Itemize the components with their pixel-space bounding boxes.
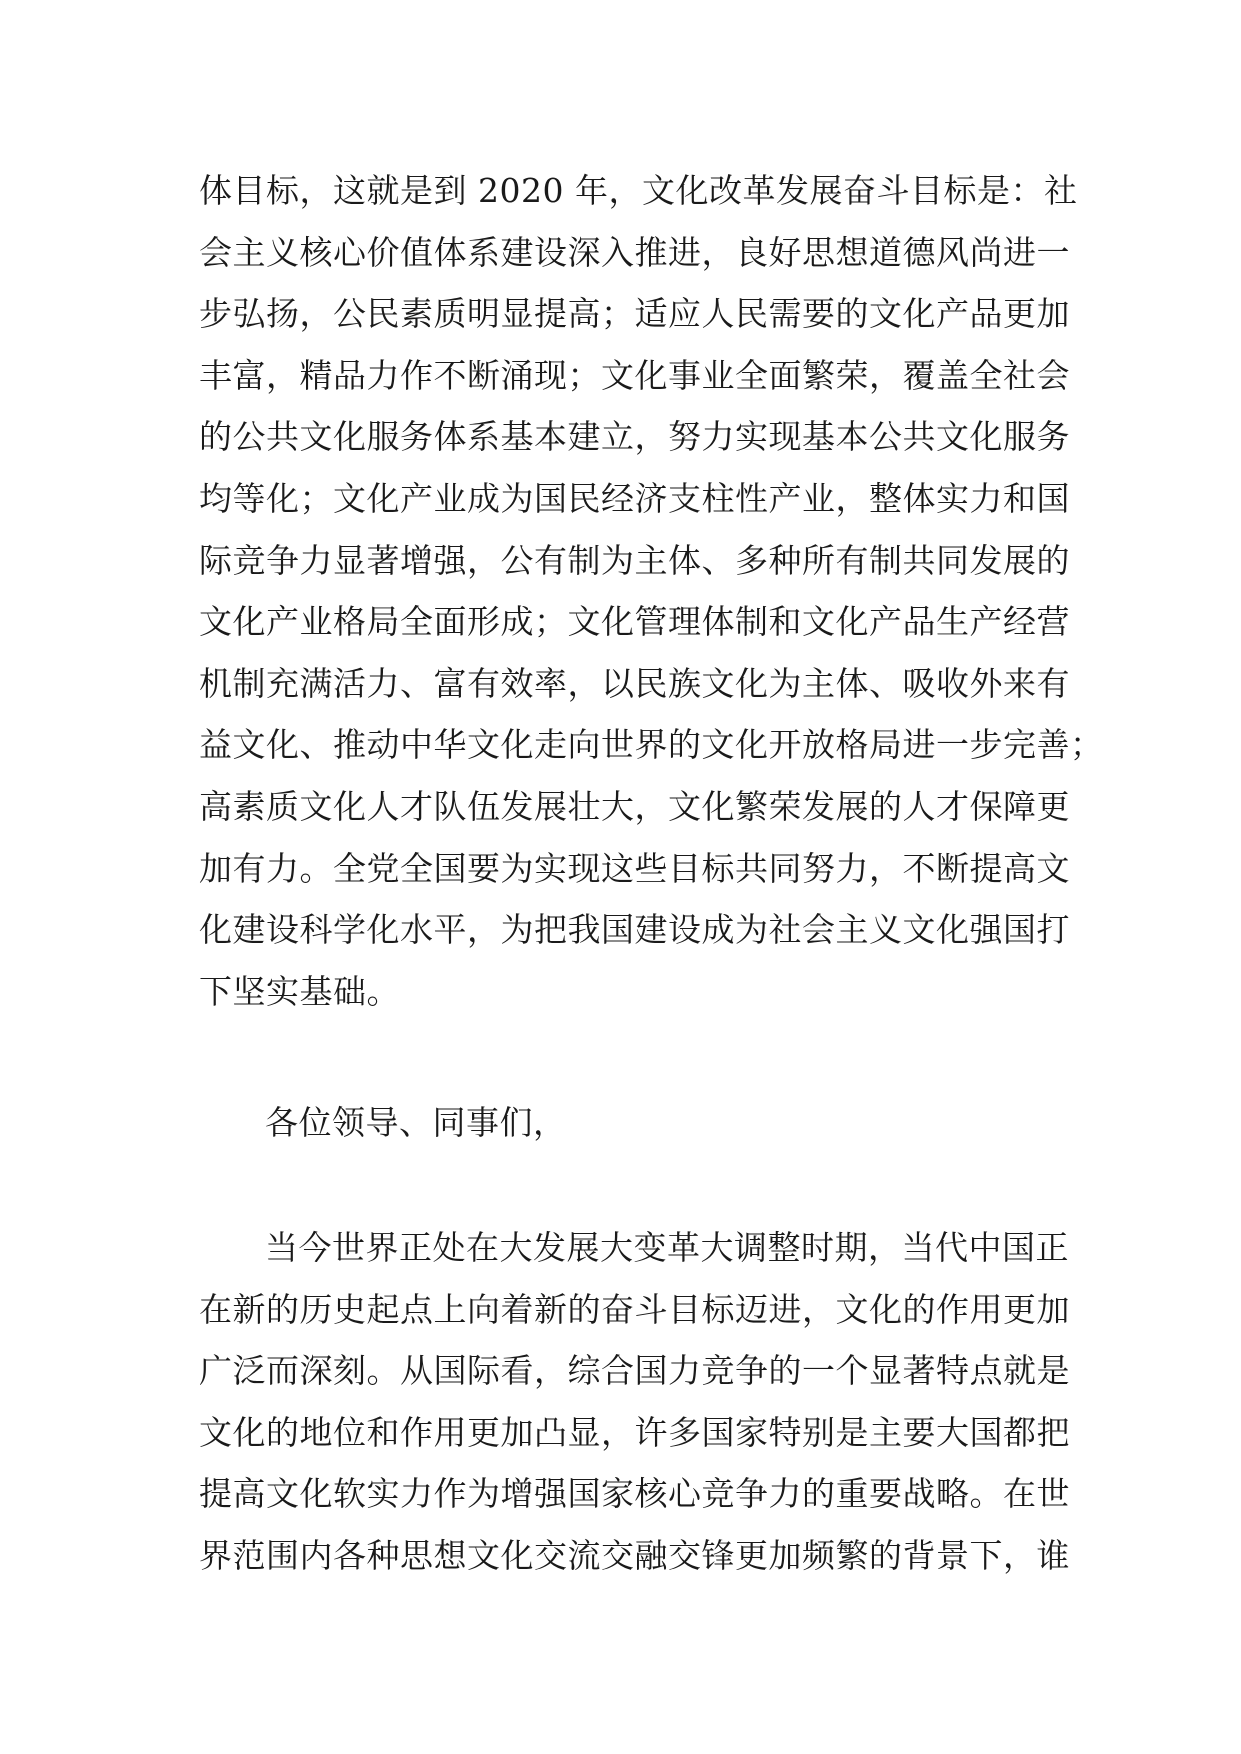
text-line: 机制充满活力、富有效率，以民族文化为主体、吸收外来有 bbox=[199, 663, 1070, 703]
text-line: 在新的历史起点上向着新的奋斗目标迈进，文化的作用更加 bbox=[199, 1289, 1070, 1329]
greeting-line: 各位领导、同事们， bbox=[265, 1103, 567, 1142]
text-line: 化建设科学化水平，为把我国建设成为社会主义文化强国打 bbox=[199, 910, 1070, 950]
text-line: 益文化、推动中华文化走向世界的文化开放格局进一步完善； bbox=[199, 725, 1104, 765]
text-line: 均等化；文化产业成为国民经济支柱性产业，整体实力和国 bbox=[199, 478, 1070, 518]
text-line: 体目标，这就是到 2020 年，文化改革发展奋斗目标是：社 bbox=[199, 171, 1078, 210]
text-line: 界范围内各种思想文化交流交融交锋更加频繁的背景下，谁 bbox=[199, 1535, 1070, 1575]
text-line: 会主义核心价值体系建设深入推进，良好思想道德风尚进一 bbox=[199, 232, 1070, 272]
text-line: 广泛而深刻。从国际看，综合国力竞争的一个显著特点就是 bbox=[199, 1351, 1070, 1391]
body-paragraph-1 bbox=[199, 160, 1104, 1022]
text-line: 当今世界正处在大发展大变革大调整时期，当代中国正 bbox=[265, 1228, 1069, 1267]
text-line: 高素质文化人才队伍发展壮大，文化繁荣发展的人才保障更 bbox=[199, 786, 1070, 826]
text-line: 步弘扬，公民素质明显提高；适应人民需要的文化产品更加 bbox=[199, 294, 1070, 334]
text-line: 加有力。全党全国要为实现这些目标共同努力，不断提高文 bbox=[199, 848, 1070, 888]
text-line: 文化的地位和作用更加凸显，许多国家特别是主要大国都把 bbox=[199, 1412, 1070, 1452]
text-line: 丰富，精品力作不断涌现；文化事业全面繁荣，覆盖全社会 bbox=[199, 355, 1070, 395]
greeting-paragraph bbox=[199, 1092, 1047, 1154]
text-line: 提高文化软实力作为增强国家核心竞争力的重要战略。在世 bbox=[199, 1474, 1070, 1514]
text-line: 的公共文化服务体系基本建立，努力实现基本公共文化服务 bbox=[199, 417, 1070, 457]
text-line: 际竞争力显著增强，公有制为主体、多种所有制共同发展的 bbox=[199, 540, 1070, 580]
text-line: 文化产业格局全面形成；文化管理体制和文化产品生产经营 bbox=[199, 602, 1070, 642]
body-paragraph-2 bbox=[199, 1217, 1070, 1587]
text-line: 下坚实基础。 bbox=[199, 971, 400, 1011]
